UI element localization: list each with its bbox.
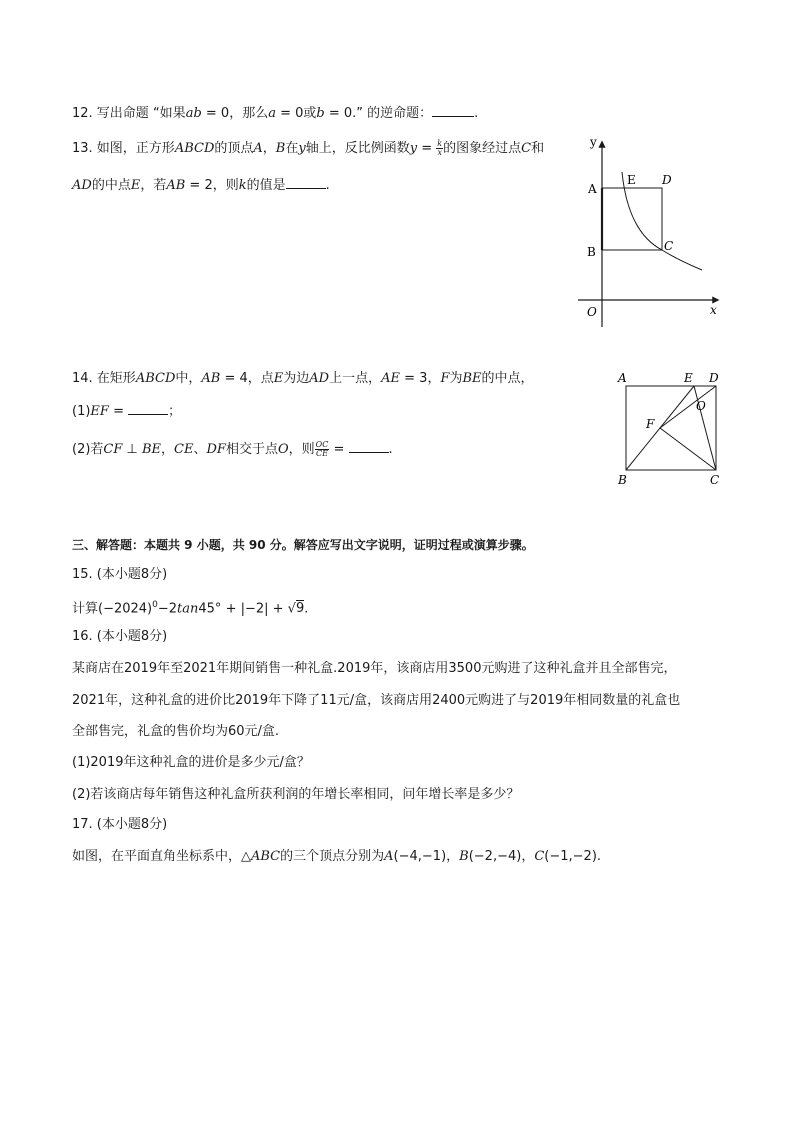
label-c: C: [664, 239, 674, 253]
label-e: E: [684, 371, 693, 385]
question-14-line-1: 14. 在矩形ABCD中，AB = 4，点E为边AD上一点，AE = 3，F为BE的中点，: [72, 371, 534, 386]
label-a: A: [618, 371, 627, 385]
figure-14-rectangle: [612, 368, 728, 490]
question-13-line-1: 13. 如图，正方形ABCD的顶点A，B在y轴上，反比例函数y = $\frac{k}{x}$ 的图象经过点C和: [72, 139, 545, 157]
segment-cf: [660, 428, 716, 470]
label-e: E: [627, 173, 636, 187]
square-abcd: [602, 188, 662, 250]
question-14-part-1: (1)EF = ；: [72, 404, 182, 419]
answer-blank: [432, 104, 474, 117]
label-b: B: [618, 473, 627, 487]
question-16-line-2: 2021年，这种礼盒的进价比2019年下降了11元/盒，该商店用2400元购进了与2019年相同数量的礼盒也: [72, 693, 681, 708]
question-14-part-2: (2)若CF ⊥ BE，CE、DF相交于点O，则 $\frac{OC}{CE}$ = .: [72, 440, 393, 458]
fraction-oc-over-ce: $\frac{OC}{CE}$: [315, 440, 329, 458]
question-15-heading: 15. (本小题8分): [72, 567, 168, 582]
question-17-heading: 17. (本小题8分): [72, 817, 168, 832]
question-16-line-3: 全部售完，礼盒的售价均为60元/盒.: [72, 724, 280, 739]
label-o: O: [587, 305, 597, 319]
figure-13-graph: [578, 132, 728, 332]
label-b: B: [587, 245, 596, 259]
segment-df: [660, 386, 716, 428]
question-15-body: 计算$(-2024)^0-2\tan 45^\circ + |-2| + √9$.: [72, 600, 309, 617]
question-12: 12. 写出命题 “如果ab = 0，那么a = 0或b = 0.” 的逆命题： .: [72, 106, 479, 121]
label-o: O: [696, 399, 706, 413]
question-16-line-1: 某商店在2019年至2021年期间销售一种礼盒.2019年，该商店用3500元购进了这种礼盒并且全部售完，: [72, 661, 677, 676]
answer-blank: [349, 440, 389, 453]
answer-blank: [286, 176, 326, 189]
question-13-line-2: AD的中点E，若AB = 2，则k的值是 .: [72, 178, 330, 193]
label-d: D: [709, 371, 719, 385]
fraction-k-over-x: $\frac{k}{x}$: [437, 139, 443, 157]
label-f: F: [646, 417, 655, 431]
question-17-body: 如图，在平面直角坐标系中，△ABC的三个顶点分别为A(−4,−1)，B(−2,−4)，C(−1,−2).: [72, 849, 602, 864]
sqrt-symbol: √: [287, 601, 296, 617]
question-16-part-2: (2)若该商店每年销售这种礼盒所获利润的年增长率相同，问年增长率是多少？: [72, 787, 520, 802]
label-x: x: [710, 303, 717, 317]
label-d: D: [662, 173, 672, 187]
label-y: y: [590, 135, 597, 149]
label-a: A: [588, 182, 597, 196]
label-c: C: [710, 473, 720, 487]
question-16-heading: 16. (本小题8分): [72, 629, 168, 644]
answer-blank: [128, 402, 168, 415]
section-3-heading: 三、解答题：本题共 9 小题，共 90 分。解答应写出文字说明，证明过程或演算步骤。: [72, 538, 534, 552]
question-16-part-1: (1)2019年这种礼盒的进价是多少元/盒？: [72, 755, 310, 770]
